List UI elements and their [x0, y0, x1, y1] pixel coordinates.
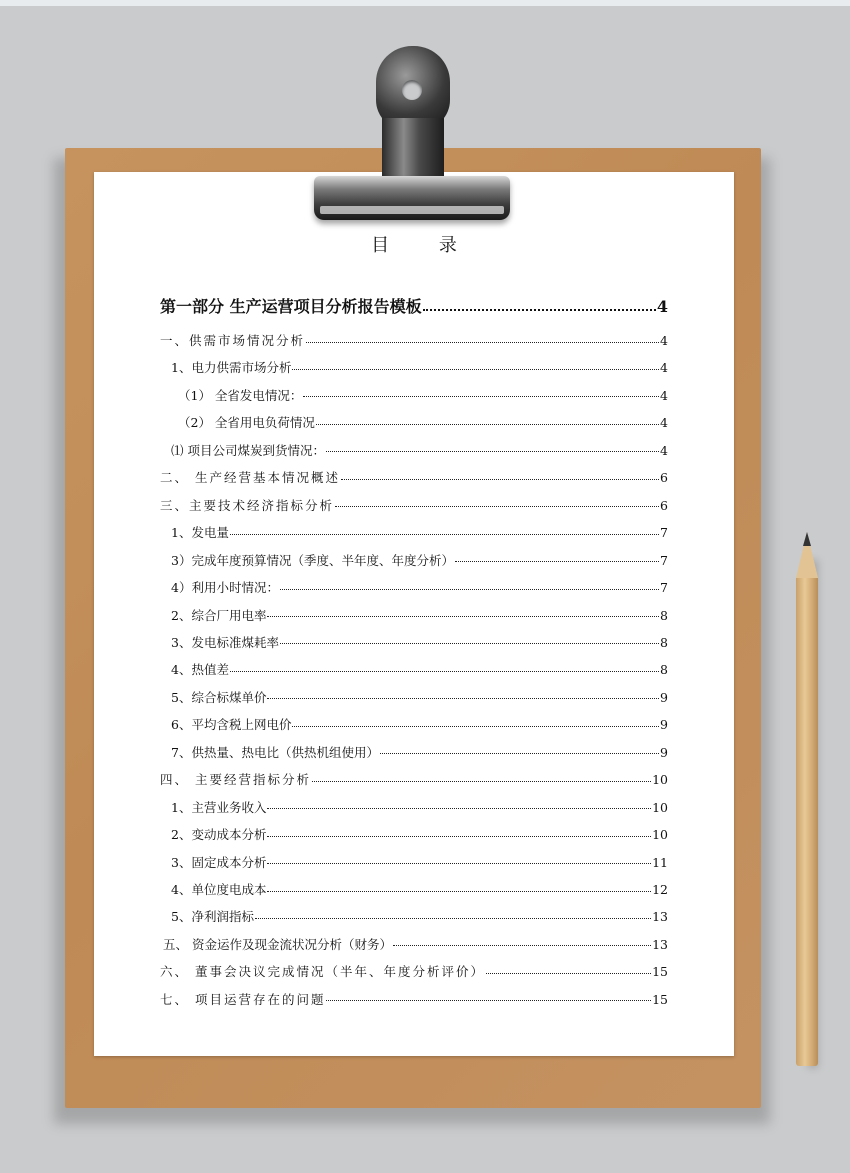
toc-dot-leader [255, 918, 651, 919]
toc-entry[interactable] [171, 633, 668, 651]
toc-entry-page-number: 7 [660, 552, 668, 568]
toc-entry[interactable] [160, 962, 668, 980]
toc-entry-label: 1、发电量 [171, 525, 229, 541]
toc-entry-page-number: 15 [652, 964, 668, 980]
toc-entry-label: 4、热值差 [171, 662, 229, 678]
toc-entry[interactable] [178, 386, 668, 404]
toc-entry-label: 1、主营业务收入 [171, 799, 267, 815]
toc-entry-label: 六、 董事会决议完成情况（半年、年度分析评价） [160, 964, 485, 980]
toc-entry-label: 3）完成年度预算情况（季度、半年度、年度分析） [171, 552, 454, 568]
toc-entry-label: 七、 项目运营存在的问题 [160, 991, 326, 1007]
toc-entry-label: 五、 资金运作及现金流状况分析（财务） [163, 936, 392, 952]
toc-entry[interactable] [160, 990, 668, 1008]
toc-entry[interactable] [171, 853, 668, 871]
toc-dot-leader [486, 973, 651, 974]
toc-title: 目 录 [371, 235, 479, 256]
toc-entry-label: 2、综合厂用电率 [171, 607, 267, 623]
toc-entry[interactable] [178, 413, 668, 431]
toc-entry[interactable] [160, 770, 668, 788]
toc-entry-page-number: 8 [660, 662, 668, 678]
toc-dot-leader [267, 863, 651, 864]
toc-dot-leader [292, 726, 659, 727]
toc-entry[interactable] [171, 660, 668, 678]
toc-entry-page-number: 10 [652, 827, 668, 843]
toc-dot-leader [230, 534, 659, 535]
toc-entry-page-number: 10 [652, 799, 668, 815]
toc-entry[interactable] [171, 578, 668, 596]
toc-dot-leader [393, 945, 651, 946]
toc-entry-label: 3、发电标准煤耗率 [171, 634, 279, 650]
toc-entry[interactable] [171, 551, 668, 569]
toc-entry-page-number: 4 [660, 387, 668, 403]
toc-entry[interactable] [171, 907, 668, 925]
toc-entry[interactable] [171, 358, 668, 376]
toc-dot-leader [267, 836, 651, 837]
toc-entry-page-number: 4 [660, 360, 668, 376]
toc-entry-label: 7、供热量、热电比（供热机组使用） [171, 744, 379, 760]
toc-entry[interactable] [160, 294, 668, 317]
toc-dot-leader [326, 451, 659, 452]
toc-entry[interactable] [171, 606, 668, 624]
toc-dot-leader [267, 808, 651, 809]
toc-entry[interactable] [160, 468, 668, 486]
toc-dot-leader [326, 1000, 651, 1001]
toc-dot-leader [335, 506, 659, 507]
toc-entry-page-number: 7 [660, 580, 668, 596]
toc-entry-label: ⑴ 项目公司煤炭到货情况： [171, 442, 325, 458]
toc-dot-leader [280, 589, 659, 590]
toc-dot-leader [341, 479, 659, 480]
toc-entry[interactable] [171, 715, 668, 733]
toc-dot-leader [267, 891, 651, 892]
toc-entry-page-number: 13 [652, 909, 668, 925]
toc-entry[interactable] [171, 688, 668, 706]
toc-entry-label: 3、固定成本分析 [171, 854, 267, 870]
toc-dot-leader [230, 671, 659, 672]
toc-entry-label: 二、 生产经营基本情况概述 [160, 470, 340, 486]
toc-entry[interactable] [171, 743, 668, 761]
toc-entry-label: 四、 主要经营指标分析 [160, 772, 311, 788]
toc-entry-label: 4）利用小时情况： [171, 580, 279, 596]
toc-entry[interactable] [171, 523, 668, 541]
toc-entry-page-number: 9 [660, 689, 668, 705]
toc-entry-page-number: 4 [660, 442, 668, 458]
toc-dot-leader [306, 342, 659, 343]
toc-entry-page-number: 6 [660, 470, 668, 486]
toc-entry[interactable] [160, 331, 668, 349]
toc-entry-label: 2、变动成本分析 [171, 827, 267, 843]
toc-entry-label: 5、综合标煤单价 [171, 689, 267, 705]
toc-entry-label: 1、电力供需市场分析 [171, 360, 292, 376]
toc-entry-label: 第一部分 生产运营项目分析报告模板 [160, 297, 422, 316]
toc-dot-leader [292, 369, 659, 370]
toc-entry[interactable] [171, 798, 668, 816]
toc-entry-page-number: 7 [660, 525, 668, 541]
toc-entry-page-number: 13 [652, 936, 668, 952]
toc-entry-page-number: 9 [660, 717, 668, 733]
toc-dot-leader [380, 753, 659, 754]
toc-entry-page-number: 6 [660, 497, 668, 513]
toc-entry[interactable] [163, 935, 668, 953]
toc-dot-leader [423, 309, 656, 311]
toc-entry-page-number: 4 [660, 415, 668, 431]
toc-entry-page-number: 12 [652, 882, 668, 897]
toc-entry-label: 三、主要技术经济指标分析 [160, 497, 335, 513]
toc-entry-label: 4、单位度电成本 [171, 882, 267, 897]
toc-entry[interactable] [171, 825, 668, 843]
toc-entry-label: 一、供需市场情况分析 [160, 333, 306, 348]
toc-entry-page-number: 4 [660, 333, 668, 348]
toc-entry-label: 5、净利润指标 [171, 909, 254, 925]
toc-dot-leader [280, 643, 659, 644]
toc-entry-page-number: 11 [652, 854, 668, 870]
toc-dot-leader [267, 616, 659, 617]
toc-entry[interactable] [171, 441, 668, 459]
toc-entry-page-number: 8 [660, 634, 668, 650]
toc-entry-label: （2） 全省用电负荷情况 [178, 415, 315, 431]
toc-dot-leader [303, 396, 659, 397]
toc-dot-leader [316, 424, 659, 425]
toc-entry-page-number: 4 [656, 297, 668, 316]
toc-entry-label: 6、平均含税上网电价 [171, 717, 292, 733]
toc-dot-leader [455, 561, 659, 562]
toc-entry-page-number: 8 [660, 607, 668, 623]
toc-entry[interactable] [160, 496, 668, 514]
toc-entry-page-number: 9 [660, 744, 668, 760]
toc-entry-page-number: 10 [652, 772, 668, 788]
toc-entry-label: （1） 全省发电情况： [178, 387, 303, 403]
toc-dot-leader [312, 781, 651, 782]
toc-entry[interactable] [171, 880, 668, 898]
toc-entry-page-number: 15 [652, 991, 668, 1007]
toc-dot-leader [267, 698, 659, 699]
